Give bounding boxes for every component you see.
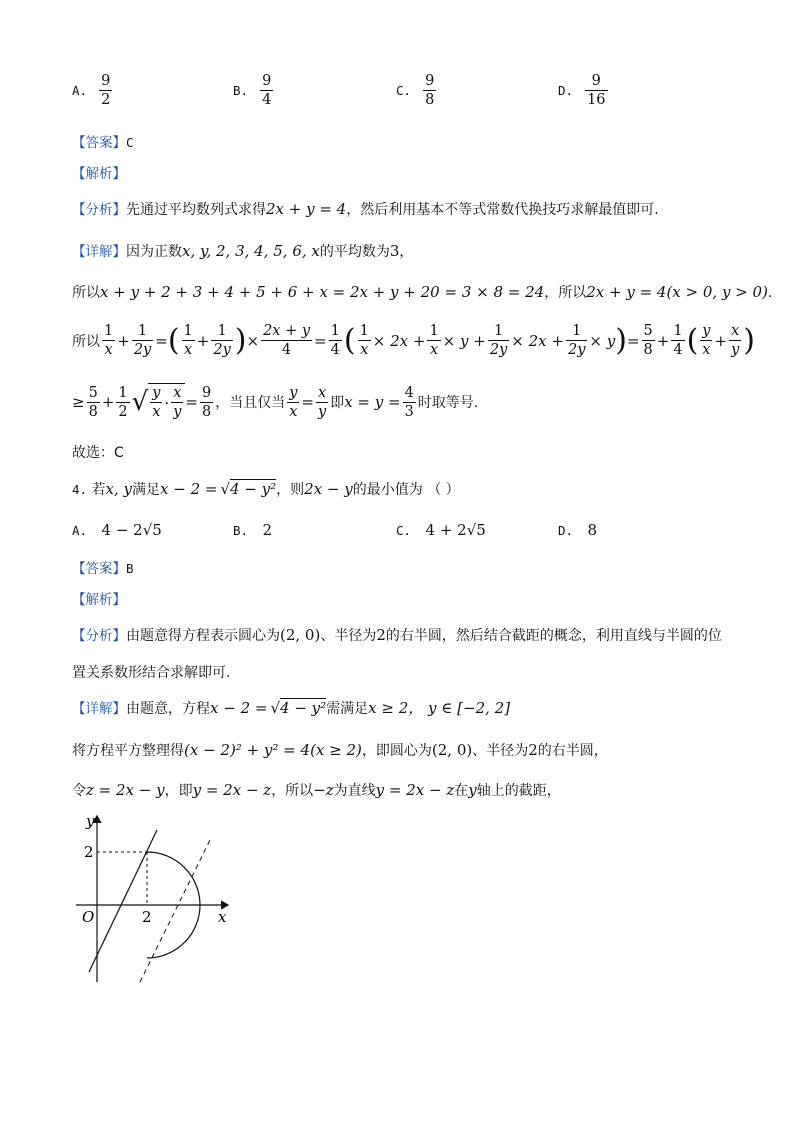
q3-answer: 【答案】C [72,135,134,151]
origin-label: O [82,908,95,926]
q3-detail-line2: 所以x + y + 2 + 3 + 4 + 5 + 6 + x = 2x + y + 20 = 3 × 8 = 24，所以2x + y = 4(x > 0, y > 0). [72,283,773,301]
option-fraction: $\frac{9}{8}$ [425,73,435,108]
option-fraction: $\frac{9}{16}$ [587,73,606,108]
option-fraction: $\frac{9}{4}$ [262,73,272,108]
tick-y-label: 2 [84,843,94,861]
option-label: A. [72,83,88,98]
q4-detail-line1: 【详解】由题意，方程x − 2 = √4 − y²需满足x ≥ 2， y ∈ [−2, 2] [72,699,511,717]
q4-detail-line3: 令z = 2x − y，即y = 2x − z，所以−z为直线y = 2x − z在y轴上的截距， [72,781,561,799]
q3-detail-line3: 所以 $\frac{1}{x}$ + $\frac{1}{2y}$ = ( $\frac{1}{x}$ + $\frac{1}{2y}$ ) × $\frac{2x + y}{4}$ = $\frac{1}{4}$ ( $\frac{1}{x}$ × 2x + $\frac{1}{x}$ × y + $\frac{1}{2y}$ × 2x + $\frac{1}{2y}$ × y ) = $\frac{5}{8}$ + $\frac{1}{4}$ ( $\frac{y}{x}$ + $\frac{x}{y}$ ) [72,322,755,358]
q4-fenxi-line2: 置关系数形结合求解即可. [72,665,231,681]
q4-fenxi-line1: 【分析】由题意得方程表示圆心为(2, 0)、半径为2的右半圆，然后结合截距的概念，利用直线与半圆的位 [72,626,722,644]
q4-analysis-tag: 【解析】 [72,592,126,608]
q4-option-a[interactable]: A. 4 − 2√5 [72,521,162,539]
x-axis-label: x [218,908,227,926]
option-label: B. [233,83,249,98]
option-label: D. [558,83,574,98]
q4-option-d[interactable]: D. 8 [558,521,598,539]
q3-option-a[interactable] [72,72,114,109]
tick-x-label: 2 [142,908,152,926]
q4-stem: 4. 若x, y满足x − 2 = √4 − y²，则2x − y的最小值为 （ ） [72,480,460,498]
y-axis-label: y [86,812,95,830]
option-fraction: $\frac{9}{2}$ [101,73,111,108]
q4-option-c[interactable]: C. 4 + 2√5 [396,521,486,539]
q3-detail-line4: ≥ $\frac{5}{8}$ + $\frac{1}{2}$ √ $\frac{y}{x}$ · $\frac{x}{y}$ = $\frac{9}{8}$ ，当且仅当 $\frac{y}{x}$ = $\frac{x}{y}$ 即 x = y = $\frac{4}{3}$ 时取等号. [72,384,479,420]
q4-option-b[interactable]: B. 2 [233,521,273,539]
q3-option-c[interactable] [396,72,438,109]
q3-option-b[interactable] [233,72,275,109]
option-label: C. [396,83,412,98]
q3-option-d[interactable] [558,72,610,109]
coordinate-figure [68,810,248,990]
q3-fenxi: 【分析】先通过平均数列式求得2x + y = 4，然后利用基本不等式常数代换技巧求解最值即可. [72,200,659,218]
q3-analysis-tag: 【解析】 [72,166,126,182]
q3-detail-line1: 【详解】因为正数x, y, 2, 3, 4, 5, 6, x的平均数为3， [72,242,414,260]
q4-detail-line2: 将方程平方整理得(x − 2)² + y² = 4(x ≥ 2)，即圆心为(2, 0)、半径为2的右半圆， [72,741,608,759]
q4-answer: 【答案】B [72,561,134,577]
q3-choose: 故选：C [72,445,124,461]
